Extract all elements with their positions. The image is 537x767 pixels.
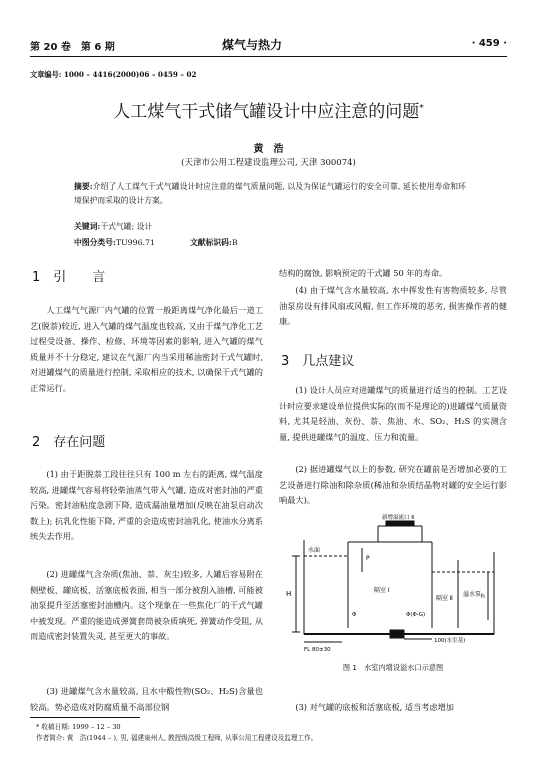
keywords-label: 关键词: bbox=[74, 222, 101, 231]
label-chamber-2: 隔室 Ⅱ bbox=[436, 595, 453, 602]
title-text: 人工煤气干式储气罐设计中应注意的问题 bbox=[113, 102, 420, 122]
footnote-rule bbox=[30, 717, 140, 718]
footnote-received: * 收稿日期: 1999 – 12 – 30 bbox=[36, 723, 121, 731]
section-2-heading bbox=[32, 431, 105, 450]
document-code bbox=[190, 237, 238, 248]
label-bottom: 100(水室基) bbox=[434, 638, 466, 644]
water-line bbox=[304, 556, 494, 572]
suggestion-paragraph-1: (1) 设计人员应对进罐煤气的质量进行适当的控制。工艺设计时应要求建设单位提供实际的(而不是理论的)进罐煤气质量资料, 尤其是轻油、灰份、萘、焦油、水、SO₂、H₂S 的实测含量, 提供进罐煤气的温度、压力和流量。 bbox=[279, 385, 507, 442]
suggestion-paragraph-2: (2) 据进罐煤气以上的参数, 研究在罐前是否增加必要的工艺设备进行除油和除杂质(稀油和杂质结晶物对罐的安全运行影响最大)。 bbox=[279, 464, 507, 506]
document-code-label: 文献标识码: bbox=[190, 238, 232, 247]
keywords-text: 干式气罐; 设计 bbox=[100, 222, 153, 231]
label-chamber-1: 隔室 Ⅰ bbox=[374, 587, 390, 594]
classification bbox=[74, 237, 155, 248]
problem-paragraph-1: (1) 由于距脱萘工段往往只有 100 m 左右的距离, 煤气温度较高, 进罐煤气容易将轻柴油蒸气带入气罐, 造成对密封油的严重污染。密封油粘度急剧下降, 造成漏油量增加(反映在油泵启动次数上); 抗乳化性能下降, 严重的会造成密封油乳化, 使油水分离系统失去作用。 bbox=[30, 469, 263, 542]
section-3-number: 3 bbox=[281, 354, 290, 369]
section-3-title: 几点建议 bbox=[302, 354, 355, 369]
section-1-title: 引 言 bbox=[53, 270, 106, 285]
bottom-block bbox=[390, 630, 404, 638]
document-code-text: B bbox=[231, 238, 238, 247]
article-number: 文章编号: 1000 – 4416(2000)06 – 0459 – 02 bbox=[30, 70, 197, 79]
overflow-outlet bbox=[386, 521, 414, 526]
overflow-pipe bbox=[378, 526, 422, 542]
label-h: h bbox=[481, 593, 485, 600]
section-2-number: 2 bbox=[32, 435, 41, 450]
section-2-title: 存在问题 bbox=[53, 435, 106, 450]
classification-text: TU996.71 bbox=[115, 238, 155, 247]
problem-paragraph-3: (3) 进罐煤气含水量较高, 且水中酸性物(SO₂、H₂S)含量也较高。势必造成对防腐质量不高部位钢 bbox=[30, 686, 263, 712]
footnote-bio: 作者简介: 黄 浩(1944 – ), 男, 福建泉州人, 教授级高级工程师, 从事公用工程建设及监理工作。 bbox=[36, 734, 318, 742]
author: 黄 浩 bbox=[253, 144, 284, 155]
label-level: FL 80±30 bbox=[304, 647, 331, 653]
page-number: · 459 · bbox=[471, 38, 507, 49]
journal-name: 煤气与热力 bbox=[222, 38, 283, 52]
issue-info: 第 20 卷 第 6 期 bbox=[30, 42, 115, 53]
title-footnote-mark: * bbox=[419, 103, 424, 114]
label-pipe: Φ bbox=[352, 612, 357, 618]
figure-caption: 图 1 水室内增设溢水口示意图 bbox=[342, 663, 444, 672]
problem-paragraph-2: (2) 进罐煤气含杂质(焦油、萘、灰尘)较多, 人罐后容易附在侧壁板、罐底板、活塞底板表面, 相当一部分被刮入油槽, 可能被油泵提升至活塞密封油槽内。这个现象在一些焦化厂的干式气罐中被发现。严重的能造成弹簧套筒被杂质填死, 弹簧动作受阻, 从而造成密封装置失灵, 甚至更大的事故。 bbox=[30, 569, 263, 642]
tank-wall bbox=[304, 540, 494, 634]
right-paragraph-continued: 结构的腐蚀, 影响预定的干式罐 50 年的寿命。 bbox=[279, 268, 448, 278]
label-pipe-2: Φ(Φ-G) bbox=[406, 612, 426, 618]
intro-paragraph: 人工煤气气源厂内气罐的位置一般距离煤气净化最后一道工艺(脱萘)较近, 进入气罐的煤气温度也较高, 又由于煤气净化工艺过程受设备、操作、检修、环境等因素的影响, 进入气罐的煤气质量并不十分稳定, 建议在气源厂内当采用稀油密封干式气罐时, 对进罐煤气的质量进行控制, 采取相应的技术, 以确保干式气罐的正常运行。 bbox=[30, 305, 263, 393]
problem-paragraph-4: (4) 由于煤气含水量较高, 水中挥发性有害物质较多, 尽管油泵房设有排风扇或风帽, 但工作环境的恶劣, 损害操作者的健康。 bbox=[279, 285, 507, 327]
abstract-label: 摘要: bbox=[74, 182, 93, 191]
label-overflow: 新增溢流口 Ⅱ bbox=[382, 515, 414, 521]
header-rule bbox=[30, 56, 507, 57]
keywords bbox=[74, 221, 152, 232]
section-1-number: 1 bbox=[32, 270, 41, 285]
abstract-text: 介绍了人工煤气干式气罐设计时应注意的煤气质量问题, 以及为保证气罐运行的安全可靠, 延长使用寿命和环境保护而采取的设计方案。 bbox=[74, 182, 466, 205]
article-title bbox=[0, 97, 537, 122]
label-pump: 溢水泵 bbox=[463, 591, 482, 598]
figure-overflow-diagram bbox=[282, 512, 504, 657]
affiliation: (天津市公用工程建设监理公司, 天津 300074) bbox=[181, 158, 356, 168]
chamber-walls bbox=[348, 542, 458, 628]
label-H: H bbox=[286, 590, 292, 598]
label-water: 水面 bbox=[308, 547, 321, 554]
classification-label: 中图分类号: bbox=[74, 238, 116, 247]
section-1-heading bbox=[32, 266, 105, 285]
abstract bbox=[74, 180, 466, 208]
suggestion-paragraph-3: (3) 对气罐的底板和活塞底板, 适当考虑增加 bbox=[295, 702, 454, 712]
section-3-heading bbox=[281, 350, 354, 369]
label-P: P bbox=[366, 555, 370, 562]
dimension-H bbox=[292, 556, 300, 632]
